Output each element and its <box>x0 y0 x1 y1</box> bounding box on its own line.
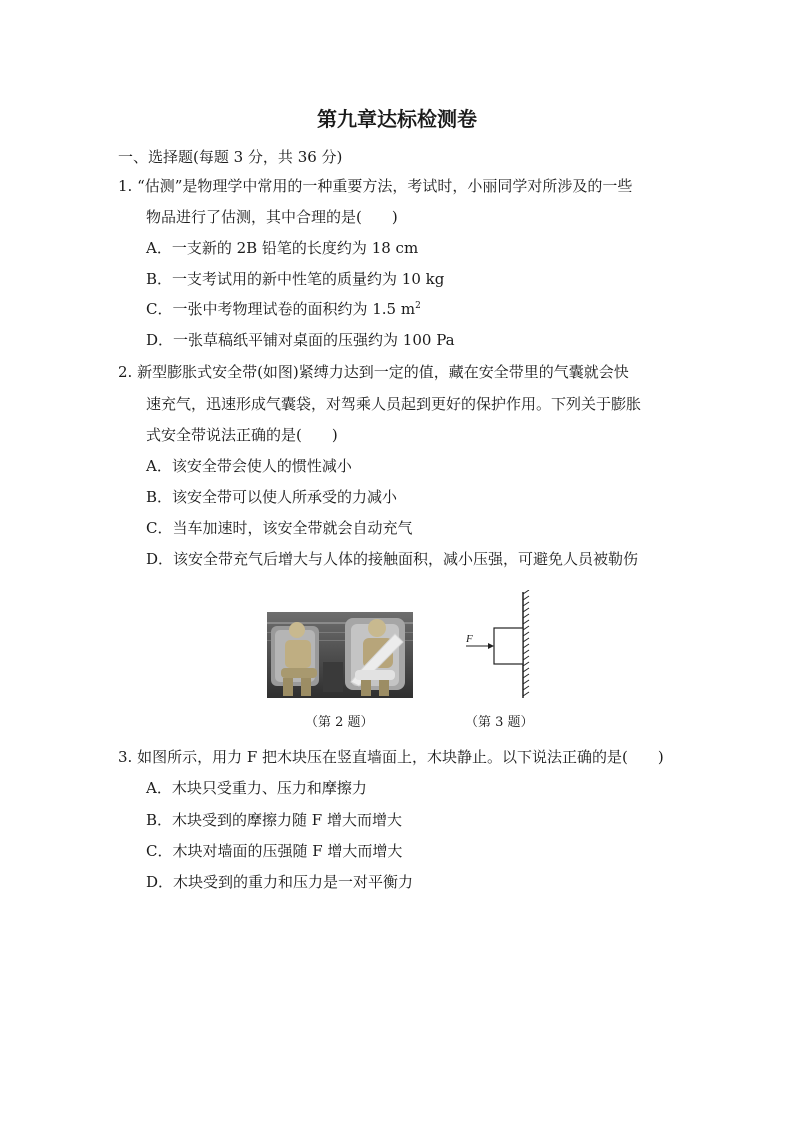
q1-option-b: B．一支考试用的新中性笔的质量约为 10 kg <box>146 270 445 288</box>
q1-option-c-text: C．一张中考物理试卷的面积约为 1.5 m <box>146 300 416 318</box>
q3-option-a: A．木块只受重力、压力和摩擦力 <box>146 779 367 797</box>
q3-option-d: D．木块受到的重力和压力是一对平衡力 <box>146 873 414 891</box>
q1-option-c-superscript: 2 <box>415 301 421 311</box>
q2-stem-line3: 式安全带说法正确的是( ) <box>146 426 338 444</box>
fig3-caption: （第 3 题） <box>465 715 534 730</box>
q2-option-a: A．该安全带会使人的惯性减小 <box>146 457 352 475</box>
page-title: 第九章达标检测卷 <box>317 107 477 131</box>
q2-option-c: C．当车加速时，该安全带就会自动充气 <box>146 519 413 537</box>
q2-stem-line1: 2. 新型膨胀式安全带(如图)紧缚力达到一定的值，藏在安全带里的气囊就会快 <box>118 363 629 381</box>
force-label: F <box>466 633 473 645</box>
q3-option-c: C．木块对墙面的压强随 F 增大而增大 <box>146 842 403 860</box>
q3-option-b: B．木块受到的摩擦力随 F 增大而增大 <box>146 811 402 829</box>
section-heading: 一、选择题(每题 3 分，共 36 分) <box>118 148 343 166</box>
q2-stem-line2: 速充气，迅速形成气囊袋，对驾乘人员起到更好的保护作用。下列关于膨胀 <box>146 395 642 413</box>
q3-stem: 3. 如图所示，用力 F 把木块压在竖直墙面上，木块静止。以下说法正确的是( ) <box>118 748 664 766</box>
block-wall-diagram <box>458 590 538 702</box>
q1-stem-line2: 物品进行了估测，其中合理的是( ) <box>146 208 398 226</box>
q1-option-a: A．一支新的 2B 铅笔的长度约为 18 cm <box>146 239 419 257</box>
fig2-caption: （第 2 题） <box>305 715 374 730</box>
q2-option-b: B．该安全带可以使人所承受的力减小 <box>146 488 398 506</box>
q1-stem-line1: 1. “估测”是物理学中常用的一种重要方法，考试时，小丽同学对所涉及的一些 <box>118 177 633 195</box>
q1-option-d: D．一张草稿纸平铺对桌面的压强约为 100 Pa <box>146 331 455 349</box>
q2-option-d: D．该安全带充气后增大与人体的接触面积，减小压强，可避免人员被勒伤 <box>146 550 639 568</box>
airbag-seatbelt-photo <box>267 612 413 698</box>
q1-option-c <box>146 299 421 319</box>
